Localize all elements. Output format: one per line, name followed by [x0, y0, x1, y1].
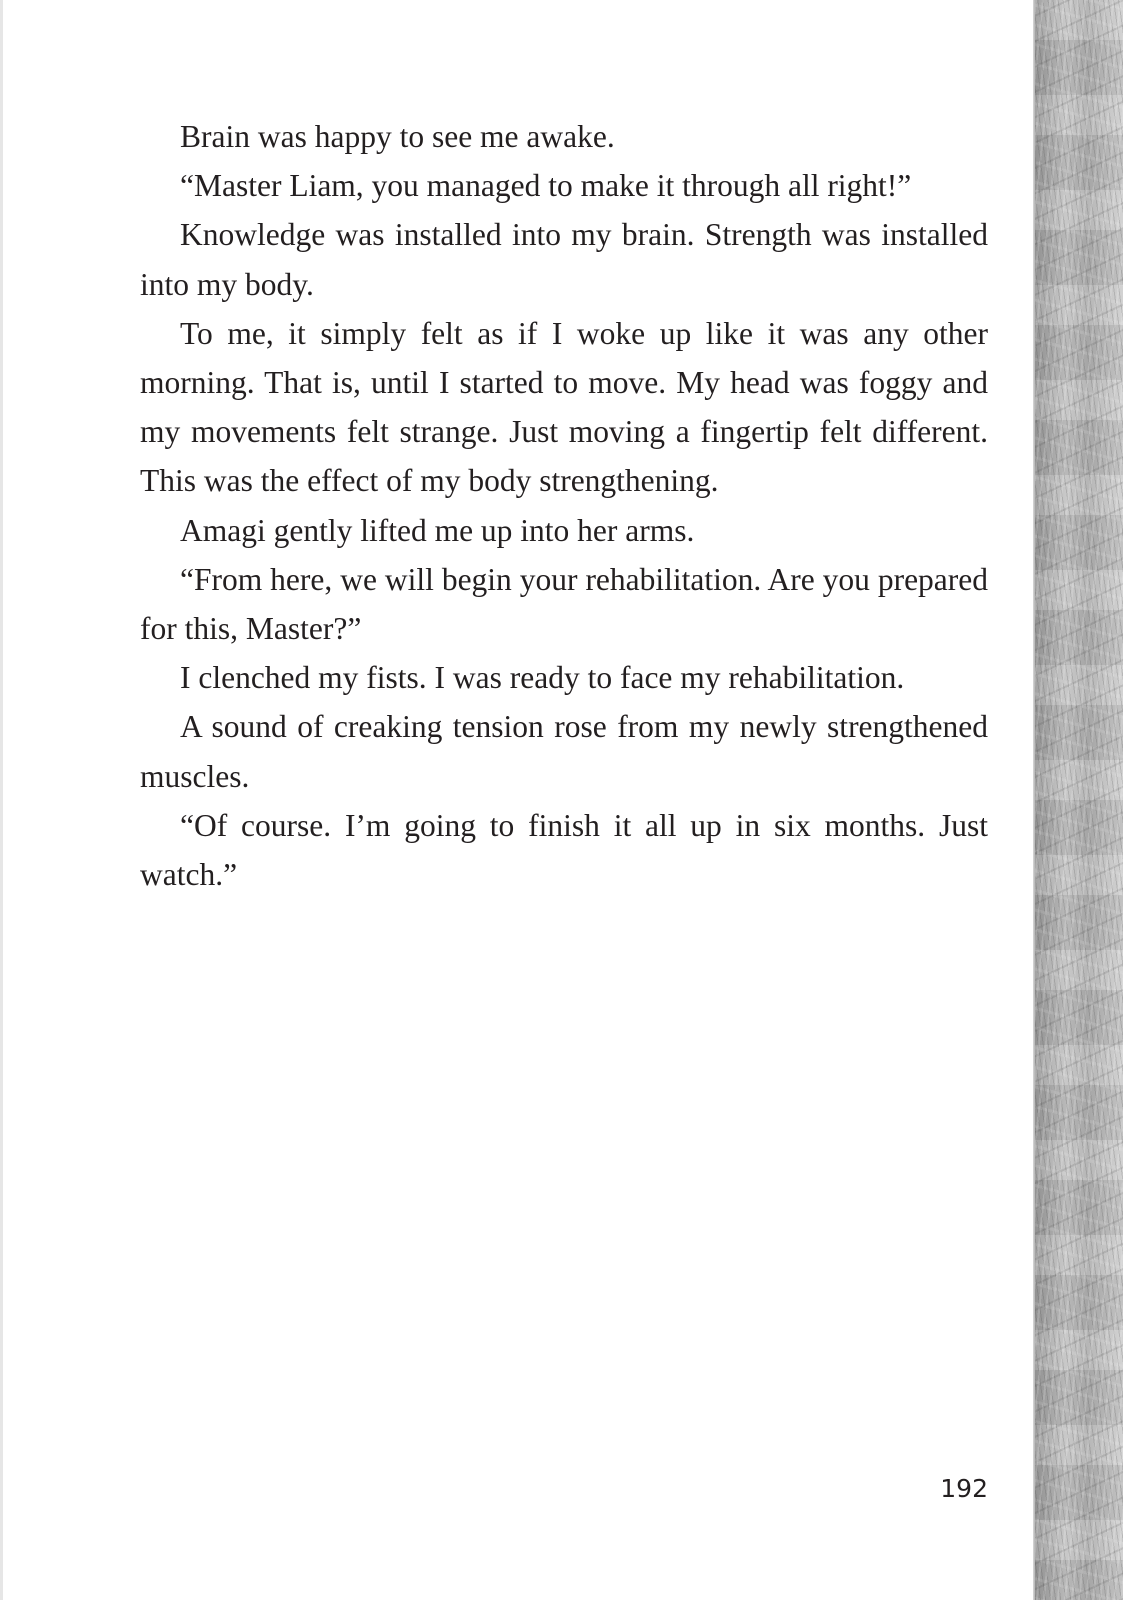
decorative-texture-strip	[1035, 0, 1123, 1600]
page-left-edge	[0, 0, 3, 1600]
body-text	[140, 112, 988, 899]
paragraph: “Master Liam, you managed to make it through all right!”	[180, 168, 912, 204]
paragraph: “From here, we will begin your rehabilitation. Are you prepared for this, Master?”	[140, 561, 988, 647]
paragraph: A sound of creaking tension rose from my newly strengthened muscles.	[140, 709, 988, 794]
paragraph: I clenched my fists. I was ready to face my rehabilitation.	[180, 660, 905, 696]
paragraph: Knowledge was installed into my brain. Strength was installed into my body.	[140, 217, 988, 302]
paragraph: Brain was happy to see me awake.	[180, 119, 615, 154]
paragraph: Amagi gently lifted me up into her arms.	[180, 512, 695, 548]
paragraph: To me, it simply felt as if I woke up like it was any other morning. That is, until I started to move. My head was foggy and my movements felt strange. Just moving a fingertip felt different. This was the effect of my body strengthening.	[140, 315, 988, 499]
page-number: 192	[940, 1474, 988, 1503]
paragraph: “Of course. I’m going to finish it all up in six months. Just watch.”	[140, 807, 988, 893]
